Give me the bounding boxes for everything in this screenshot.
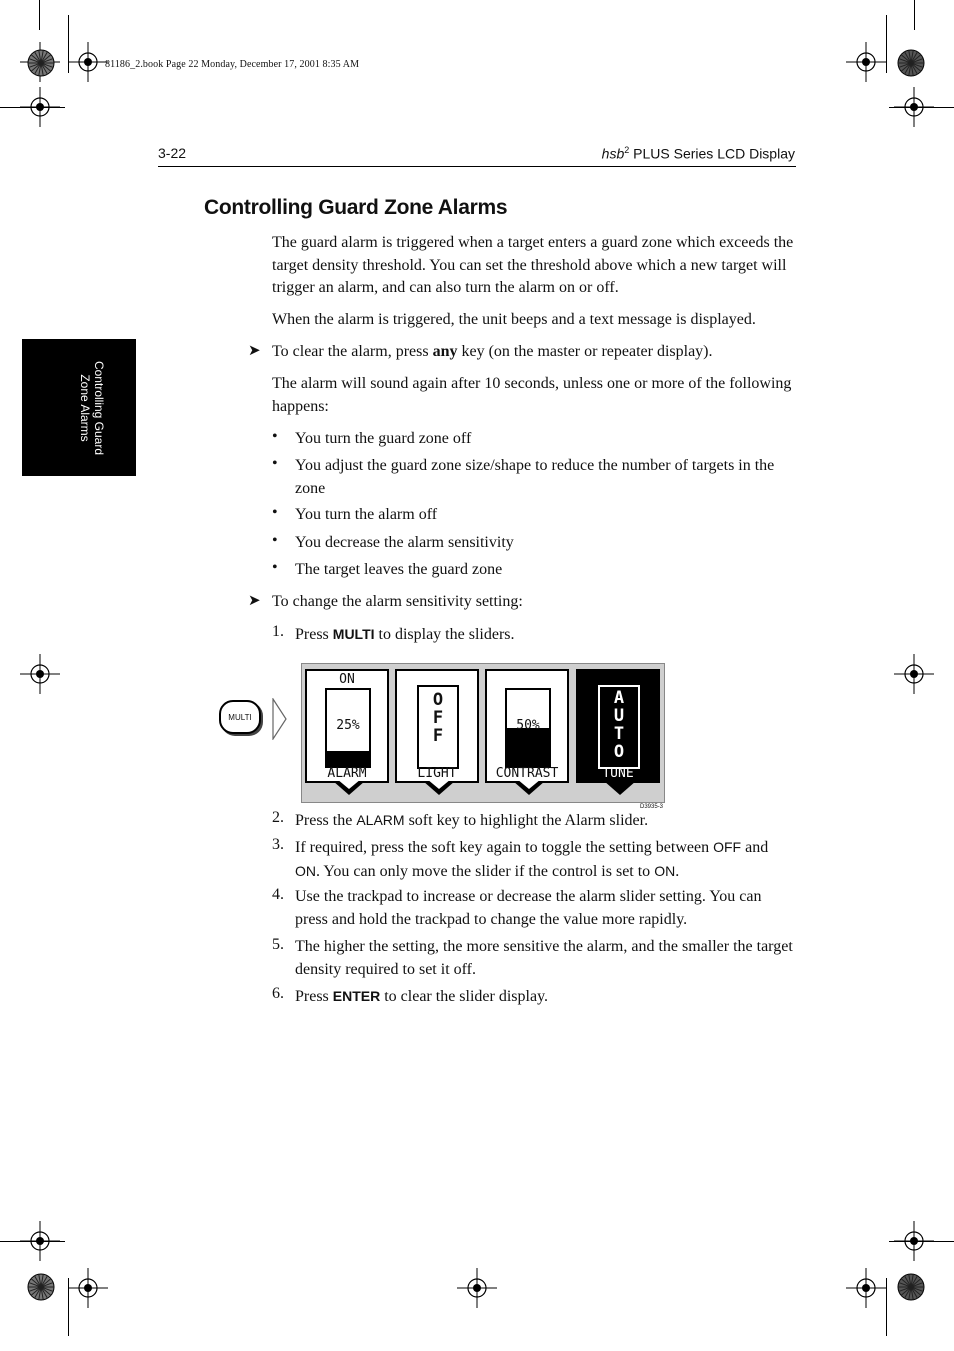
clear-alarm-instruction: To clear the alarm, press any key (on the master or repeater display). [272,343,713,360]
pointer-arrow-icon [272,698,288,740]
color-wheel-mark [27,49,67,89]
trigger-paragraph: When the alarm is triggered, the unit beeps and a text message is displayed. [272,311,756,328]
crop-line [68,15,69,73]
registration-mark [457,1268,497,1308]
slider-label: CONTRAST [495,766,559,781]
bullet-icon: • [272,532,278,549]
slider-fill [507,728,549,766]
slider-bar [325,688,371,768]
lcd-slider-contrast [485,669,569,783]
change-sensitivity-instruction: To change the alarm sensitivity setting: [272,593,523,610]
registration-mark [20,654,60,694]
slider-state: ON [339,672,355,687]
registration-mark [68,1268,108,1308]
bullet-icon: • [272,455,278,472]
crop-line [914,0,915,30]
lcd-slider-alarm [305,669,389,783]
step-number: 6. [272,985,284,1002]
color-wheel-mark [897,1273,937,1313]
softkey-pointer-icon [513,781,545,795]
slider-label: TUNE [602,766,634,781]
softkey-pointer-icon [423,781,455,795]
step-6: Press ENTER to clear the slider display. [295,988,549,1005]
list-item: You turn the guard zone off [295,430,472,447]
step-5: The higher the setting, the more sensitive the alarm, and the smaller the target density required to set it off. [295,938,793,978]
crop-line [68,1278,69,1336]
step-number: 1. [272,623,284,640]
section-side-tab: Controlling Guard Zone Alarms [22,339,136,476]
list-item: You adjust the guard zone size/shape to reduce the number of targets in the zone [295,457,775,497]
arrow-icon: ➤ [248,593,261,609]
slider-label: LIGHT [417,766,457,781]
step-1: Press MULTI to display the sliders. [295,626,515,643]
slider-vertical-label: A U T O [613,688,625,762]
slider-fill [327,751,369,766]
step-number: 2. [272,809,284,826]
registration-mark [68,42,108,82]
list-item: The target leaves the guard zone [295,561,503,578]
bullet-icon: • [272,428,278,445]
list-item: You turn the alarm off [295,506,438,523]
slider-bar [598,685,640,769]
step-2: Press the ALARM soft key to highlight the Alarm slider. [295,812,649,829]
softkey-pointer-icon [604,781,636,795]
crop-line [889,107,954,108]
registration-mark [846,1268,886,1308]
list-item: You decrease the alarm sensitivity [295,534,514,551]
slider-value: 50% [516,718,540,733]
page-number: 3-22 [158,145,187,161]
slider-value: 25% [336,718,360,733]
slider-bar [417,685,459,769]
section-heading: Controlling Guard Zone Alarms [204,196,508,219]
color-wheel-mark [27,1273,67,1313]
step-number: 5. [272,936,284,953]
registration-mark [846,42,886,82]
step-number: 4. [272,886,284,903]
slider-bar [505,688,551,768]
crop-line [0,107,65,108]
crop-line [0,1241,65,1242]
lcd-slider-display [301,663,665,803]
registration-mark [894,654,934,694]
crop-line [886,15,887,73]
lcd-slider-tune [576,669,660,783]
color-wheel-mark [897,49,937,89]
slider-label: ALARM [327,766,367,781]
file-stamp: 81186_2.book Page 22 Monday, December 17, 2001 8:35 AM [105,59,360,70]
bullet-icon: • [272,504,278,521]
running-title: hsb$^2$ PLUS Series LCD Display [601,145,795,162]
crop-line [886,1278,887,1336]
arrow-icon: ➤ [248,343,261,359]
resound-paragraph: The alarm will sound again after 10 seconds, unless one or more of the following happens: [272,375,792,415]
figure-id: D3935-3 [640,804,664,810]
crop-line [889,1241,954,1242]
slider-vertical-label: O F F [432,690,444,746]
intro-paragraph: The guard alarm is triggered when a target enters a guard zone which exceeds the target density threshold. You can set the threshold above which a new target will trigger an alarm, and can also turn the alarm on or off. [272,234,794,296]
step-3: If required, press the soft key again to toggle the setting between OFF and ON. You can only move the slider if the control is set to ON. [295,839,769,880]
header-rule [158,166,796,167]
lcd-slider-light [395,669,479,783]
step-4: Use the trackpad to increase or decrease the alarm slider setting. You can press and hold the trackpad to change the value more rapidly. [295,888,762,928]
softkey-pointer-icon [333,781,365,795]
multi-key-icon: MULTI [219,700,261,734]
step-number: 3. [272,836,284,853]
bullet-icon: • [272,559,278,576]
crop-line [39,0,40,30]
